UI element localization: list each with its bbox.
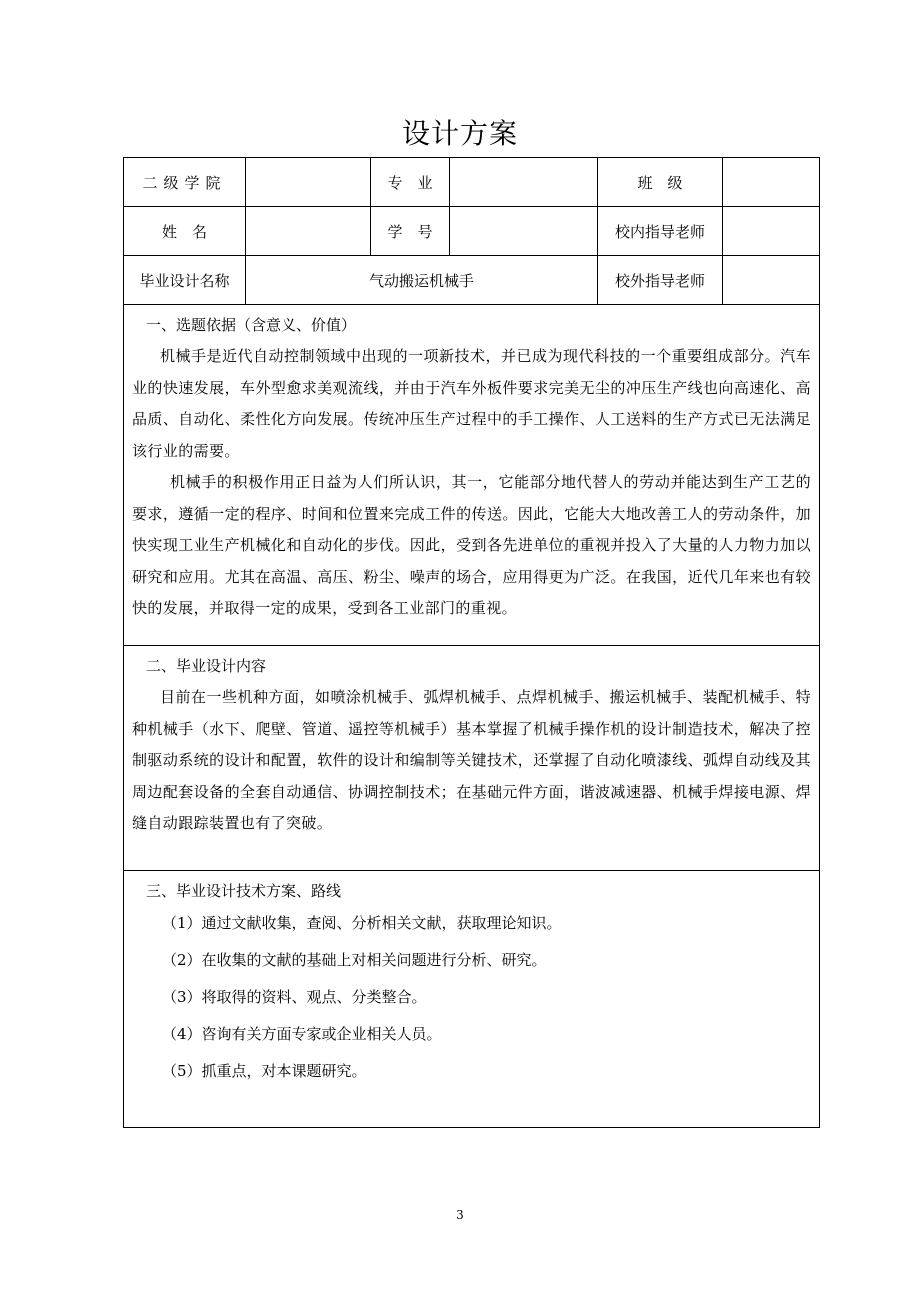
document-title: 设计方案 (401, 117, 518, 150)
plan-steps-list (132, 913, 811, 1081)
section-content-row (124, 646, 820, 871)
college-label: 二级学院 (124, 158, 246, 207)
plan-step: （3）将取得的资料、观点、分类整合。 (162, 988, 427, 1006)
student-id-value[interactable] (450, 207, 598, 256)
project-name-value[interactable]: 气动搬运机械手 (246, 256, 598, 305)
form-row-project (124, 256, 820, 305)
plan-step: （1）通过文献收集，查阅、分析相关文献，获取理论知识。 (162, 914, 562, 932)
page-number: 3 (456, 1208, 464, 1222)
external-advisor-label: 校外指导老师 (598, 256, 723, 305)
section-basis (124, 305, 820, 646)
design-plan-form (123, 157, 820, 1128)
form-row-college (124, 158, 820, 207)
section-basis-row (124, 305, 820, 646)
section-content-paragraph: 目前在一些机种方面，如喷涂机械手、弧焊机械手、点焊机械手、搬运机械手、装配机械手、特种机械手（水下、爬壁、管道、遥控等机械手）基本掌握了机械手操作机的设计制造技术，解决了控制驱动系统的设计和配置，软件的设计和编制等关键技术，还掌握了自动化喷漆线、弧焊自动线及其周边配套设备的全套自动通信、协调控制技术；在基础元件方面，谐波减速器、机械手焊接电源、焊缝自动跟踪装置也有了突破。 (132, 688, 811, 832)
class-label: 班 级 (598, 158, 723, 207)
section-content (124, 646, 820, 871)
name-value[interactable] (246, 207, 371, 256)
name-label: 姓 名 (124, 207, 246, 256)
major-value[interactable] (450, 158, 598, 207)
section-plan-heading: 三、毕业设计技术方案、路线 (146, 882, 342, 900)
internal-advisor-label: 校内指导老师 (598, 207, 723, 256)
section-basis-paragraph: 机械手是近代自动控制领域中出现的一项新技术，并已成为现代科技的一个重要组成部分。汽车业的快速发展，车外型愈求美观流线，并由于汽车外板件要求完美无尘的冲压生产线也向高速化、高品质、自动化、柔性化方向发展。传统冲压生产过程中的手工操作、人工送料的生产方式已无法满足该行业的需要。 (132, 347, 811, 460)
plan-step: （5）抓重点，对本课题研究。 (162, 1062, 367, 1080)
section-basis-paragraph: 机械手的积极作用正日益为人们所认识，其一，它能部分地代替人的劳动并能达到生产工艺的要求，遵循一定的程序、时间和位置来完成工件的传送。因此，它能大大地改善工人的劳动条件，加快实现工业生产机械化和自动化的步伐。因此，受到各先进单位的重视并投入了大量的人力物力加以研究和应用。尤其在高温、高压、粉尘、噪声的场合，应用得更为广泛。在我国，近代几年来也有较快的发展，并取得一定的成果，受到各工业部门的重视。 (132, 473, 811, 617)
form-row-name (124, 207, 820, 256)
class-value[interactable] (723, 158, 820, 207)
section-basis-heading: 一、选题依据（含意义、价值） (146, 316, 357, 334)
section-content-heading: 二、毕业设计内容 (146, 657, 267, 675)
project-name-label: 毕业设计名称 (124, 256, 246, 305)
external-advisor-value[interactable] (723, 256, 820, 305)
section-plan-row (124, 871, 820, 1128)
major-label: 专 业 (371, 158, 450, 207)
section-plan (124, 871, 820, 1128)
plan-step: （4）咨询有关方面专家或企业相关人员。 (162, 1025, 442, 1043)
student-id-label: 学 号 (371, 207, 450, 256)
internal-advisor-value[interactable] (723, 207, 820, 256)
college-value[interactable] (246, 158, 371, 207)
plan-step: （2）在收集的文献的基础上对相关问题进行分析、研究。 (162, 951, 547, 969)
